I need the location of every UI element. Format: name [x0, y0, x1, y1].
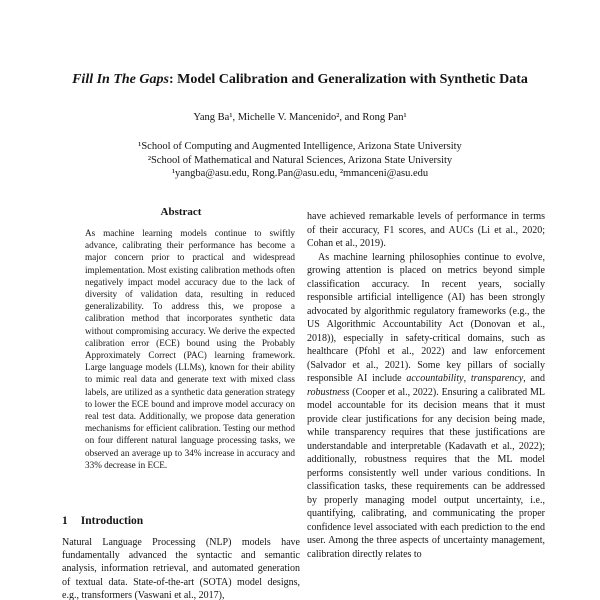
text-segment: transparency	[470, 373, 524, 384]
paper-title-rest: : Model Calibration and Generalization with Synthetic Data	[168, 72, 528, 88]
introduction-heading	[62, 515, 300, 527]
text-segment: (Cooper et al., 2022). Ensuring a calibrated ML model accountable for its decision means that it must provide clear justifications for any decision being made, while transparency requires that these justifications are understandable and interpretable (Kadavath et al., 2022); additionally, robustness requires that the ML model performs consistently well under various conditions. In classification tasks, these requirements can be addressed by properly managing model output uncertainty, i.e., quantifying, calibrating, and communicating the proper confidence level associated with each prediction to the end user. Among the three aspects of uncertainty management, calibration directly relates to	[307, 386, 545, 560]
abstract-text: As machine learning models continue to swiftly advance, calibrating their performance has become a major concern prior to practical and widespread implementation. Most existing calibration methods often negatively impact model accuracy due to the lack of diversity of validation data, resulting in reduced generalizability. To address this, we propose a calibration method that incorporates synthetic data without compromising accuracy. We derive the expected calibration error (ECE) bound using the Probably Approximately Correct (PAC) learning framework. Large language models (LLMs), known for their ability to mimic real data and generate text with mixed class labels, are utilized as a synthetic data generation strategy to lower the ECE bound and improve model accuracy on real test data. Additionally, we propose data generation mechanisms for efficient calibration. Testing our method on four different natural language processing tasks, we observed an average up to 34% increase in accuracy and 33% decrease in ECE.	[85, 228, 295, 470]
affiliation-line-2: ²School of Mathematical and Natural Sciences, Arizona State University	[147, 154, 453, 166]
text-segment: ,	[463, 373, 471, 384]
authors-line: Yang Ba¹, Michelle V. Mancenido², and Rong Pan¹	[193, 112, 407, 123]
affiliation-line-1: ¹School of Computing and Augmented Intelligence, Arizona State University	[138, 141, 462, 152]
section-number: 1	[62, 515, 68, 527]
introduction-paragraph: Natural Language Processing (NLP) models have fundamentally advanced the syntactic and semantic analysis, information retrieval, and automated generation of textual data. State-of-the-art (SOTA) model designs, e.g., transformers (Vaswani et al., 2017),	[62, 537, 300, 600]
text-segment: accountability	[406, 373, 464, 384]
paper-title	[38, 72, 562, 88]
right-column	[307, 210, 545, 561]
abstract-heading: Abstract	[160, 206, 202, 218]
text-segment: , and	[523, 373, 545, 384]
right-column-paragraph-2	[307, 251, 545, 562]
introduction-section	[62, 515, 300, 600]
right-column-paragraph-1: have achieved remarkable levels of performance in terms of their accuracy, F1 scores, and AUCs (Li et al., 2020; Cohan et al., 2019).	[307, 211, 545, 249]
paper-title-emphasis: Fill In The Gaps	[72, 72, 169, 88]
text-segment: As machine learning philosophies continue to evolve, growing attention is placed on metrics beyond simple classification accuracy. In recent years, socially responsible artificial intelligence (AI) has been strongly advocated by algorithmic regulatory frameworks (e.g., the US Algorithmic Accountability Act (Donovan et al., 2018)), especially in safety-critical domains, such as healthcare (Pfohl et al., 2022) and law enforcement (Salvador et al., 2021). Some key pillars of socially responsible AI include	[307, 251, 545, 384]
email-line: ¹yangba@asu.edu, Rong.Pan@asu.edu, ²mmanceni@asu.edu	[171, 168, 429, 179]
text-segment: robustness	[307, 386, 350, 398]
affiliations-block	[0, 140, 600, 181]
section-title: Introduction	[80, 515, 144, 527]
abstract-section	[62, 206, 300, 471]
